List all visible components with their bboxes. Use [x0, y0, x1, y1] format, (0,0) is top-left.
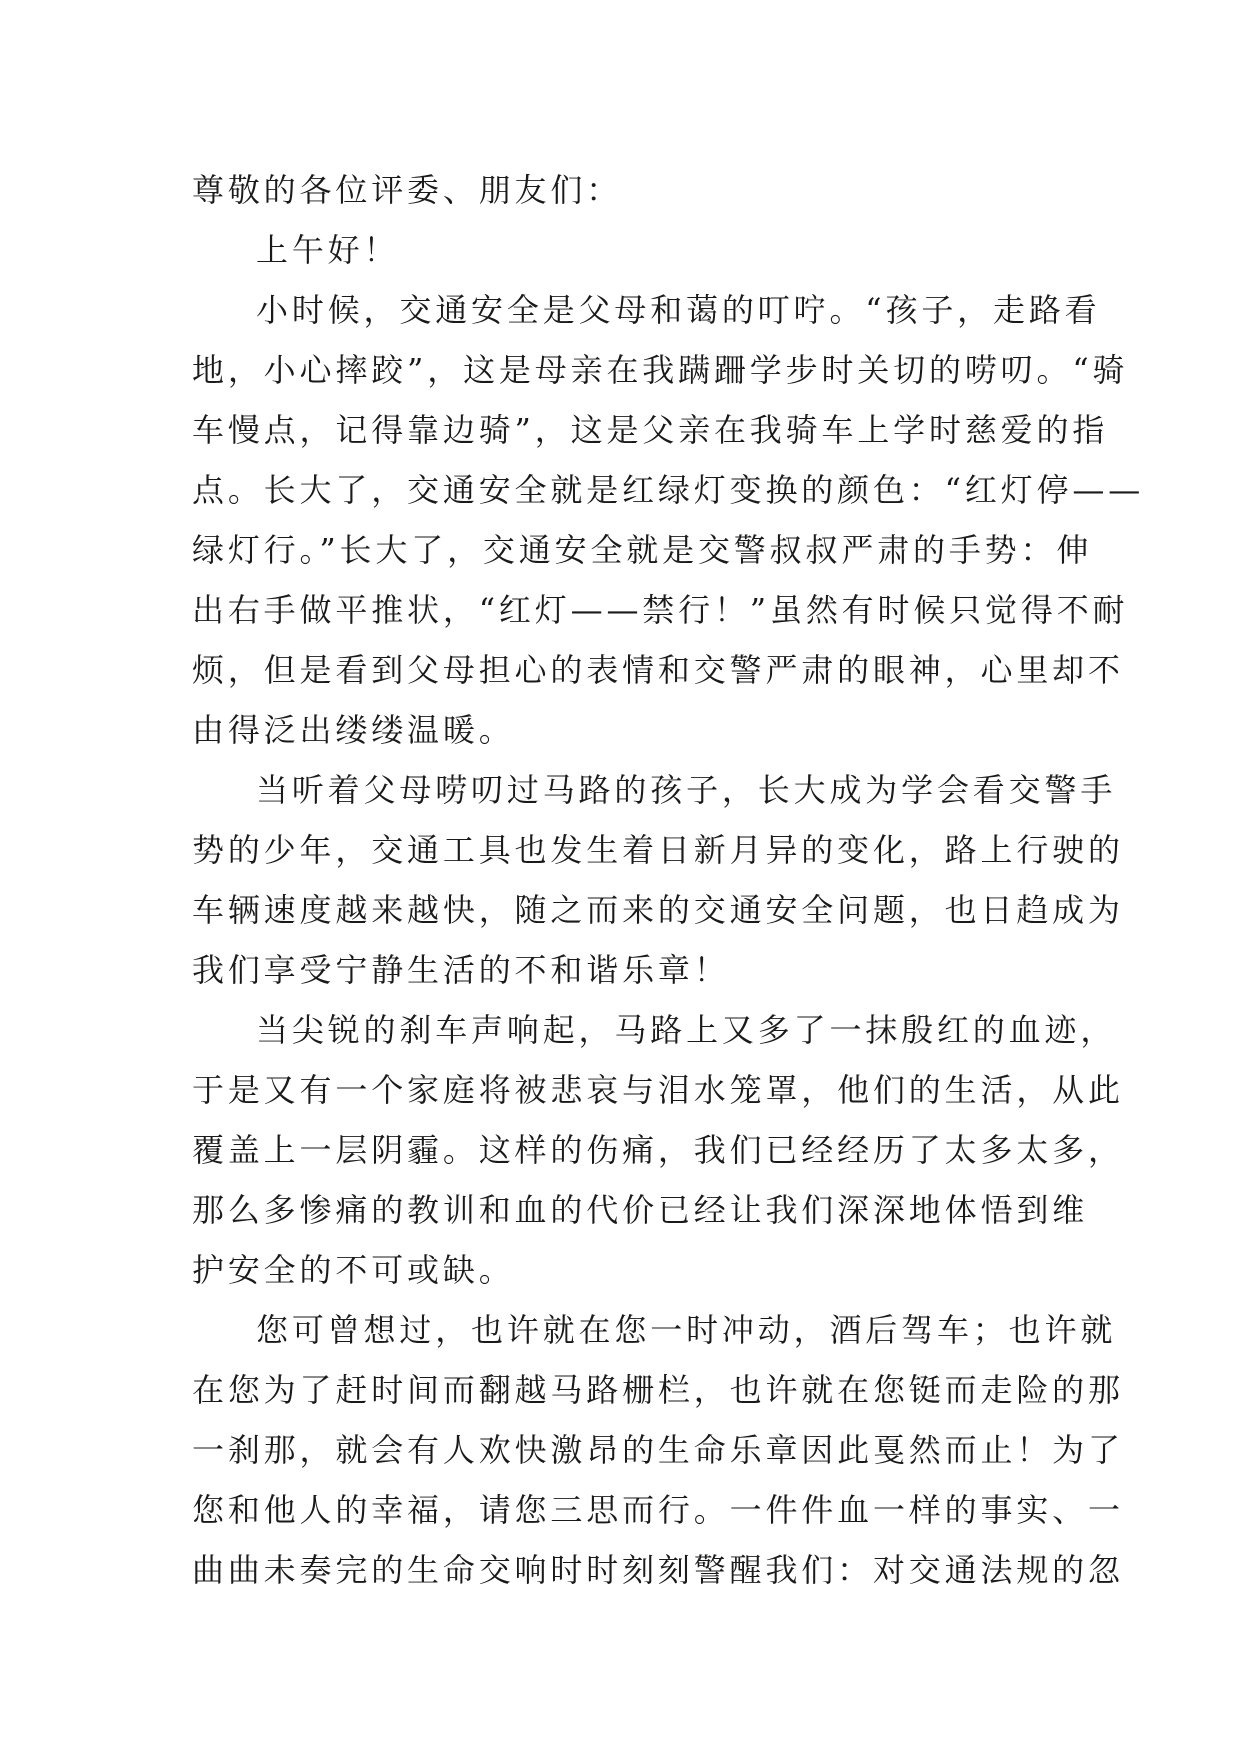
text-line: 绿灯行。”长大了，交通安全就是交警叔叔严肃的手势：伸 [192, 531, 1093, 569]
text-line: 地，小心摔跤”，这是母亲在我蹒跚学步时关切的唠叨。“骑 [192, 351, 1129, 389]
text-line: 当尖锐的刹车声响起，马路上又多了一抹殷红的血迹， [256, 1011, 1117, 1049]
text-line: 车慢点，记得靠边骑”，这是父亲在我骑车上学时慈爱的指 [192, 411, 1109, 449]
text-line: 护安全的不可或缺。 [192, 1251, 515, 1289]
text-line: 一刹那，就会有人欢快激昂的生命乐章因此戛然而止！为了 [192, 1431, 1124, 1469]
text-line: 那么多惨痛的教训和血的代价已经让我们深深地体悟到维 [192, 1191, 1089, 1229]
text-line: 由得泛出缕缕温暖。 [192, 711, 515, 749]
text-line: 点。长大了，交通安全就是红绿灯变换的颜色：“红灯停—— [192, 471, 1145, 509]
text-line: 烦，但是看到父母担心的表情和交警严肃的眼神，心里却不 [192, 651, 1124, 689]
text-line: 您可曾想过，也许就在您一时冲动，酒后驾车；也许就 [256, 1311, 1117, 1349]
text-line: 车辆速度越来越快，随之而来的交通安全问题，也日趋成为 [192, 891, 1124, 929]
text-line: 覆盖上一层阴霾。这样的伤痛，我们已经经历了太多太多， [192, 1131, 1124, 1169]
text-line: 我们享受宁静生活的不和谐乐章！ [192, 951, 730, 989]
text-line: 上午好！ [256, 231, 400, 269]
text-line: 尊敬的各位评委、朋友们： [192, 171, 623, 209]
document-body [192, 160, 1145, 1600]
text-line: 势的少年，交通工具也发生着日新月异的变化，路上行驶的 [192, 831, 1124, 869]
text-line: 在您为了赶时间而翻越马路栅栏，也许就在您铤而走险的那 [192, 1371, 1124, 1409]
text-line: 出右手做平推状，“红灯——禁行！”虽然有时候只觉得不耐 [192, 591, 1129, 629]
text-line: 当听着父母唠叨过马路的孩子，长大成为学会看交警手 [256, 771, 1117, 809]
text-line: 曲曲未奏完的生命交响时时刻刻警醒我们：对交通法规的忽 [192, 1551, 1124, 1589]
text-line: 于是又有一个家庭将被悲哀与泪水笼罩，他们的生活，从此 [192, 1071, 1124, 1109]
text-line: 小时候，交通安全是父母和蔼的叮咛。“孩子，走路看 [256, 291, 1101, 329]
text-line: 您和他人的幸福，请您三思而行。一件件血一样的事实、一 [192, 1491, 1124, 1529]
